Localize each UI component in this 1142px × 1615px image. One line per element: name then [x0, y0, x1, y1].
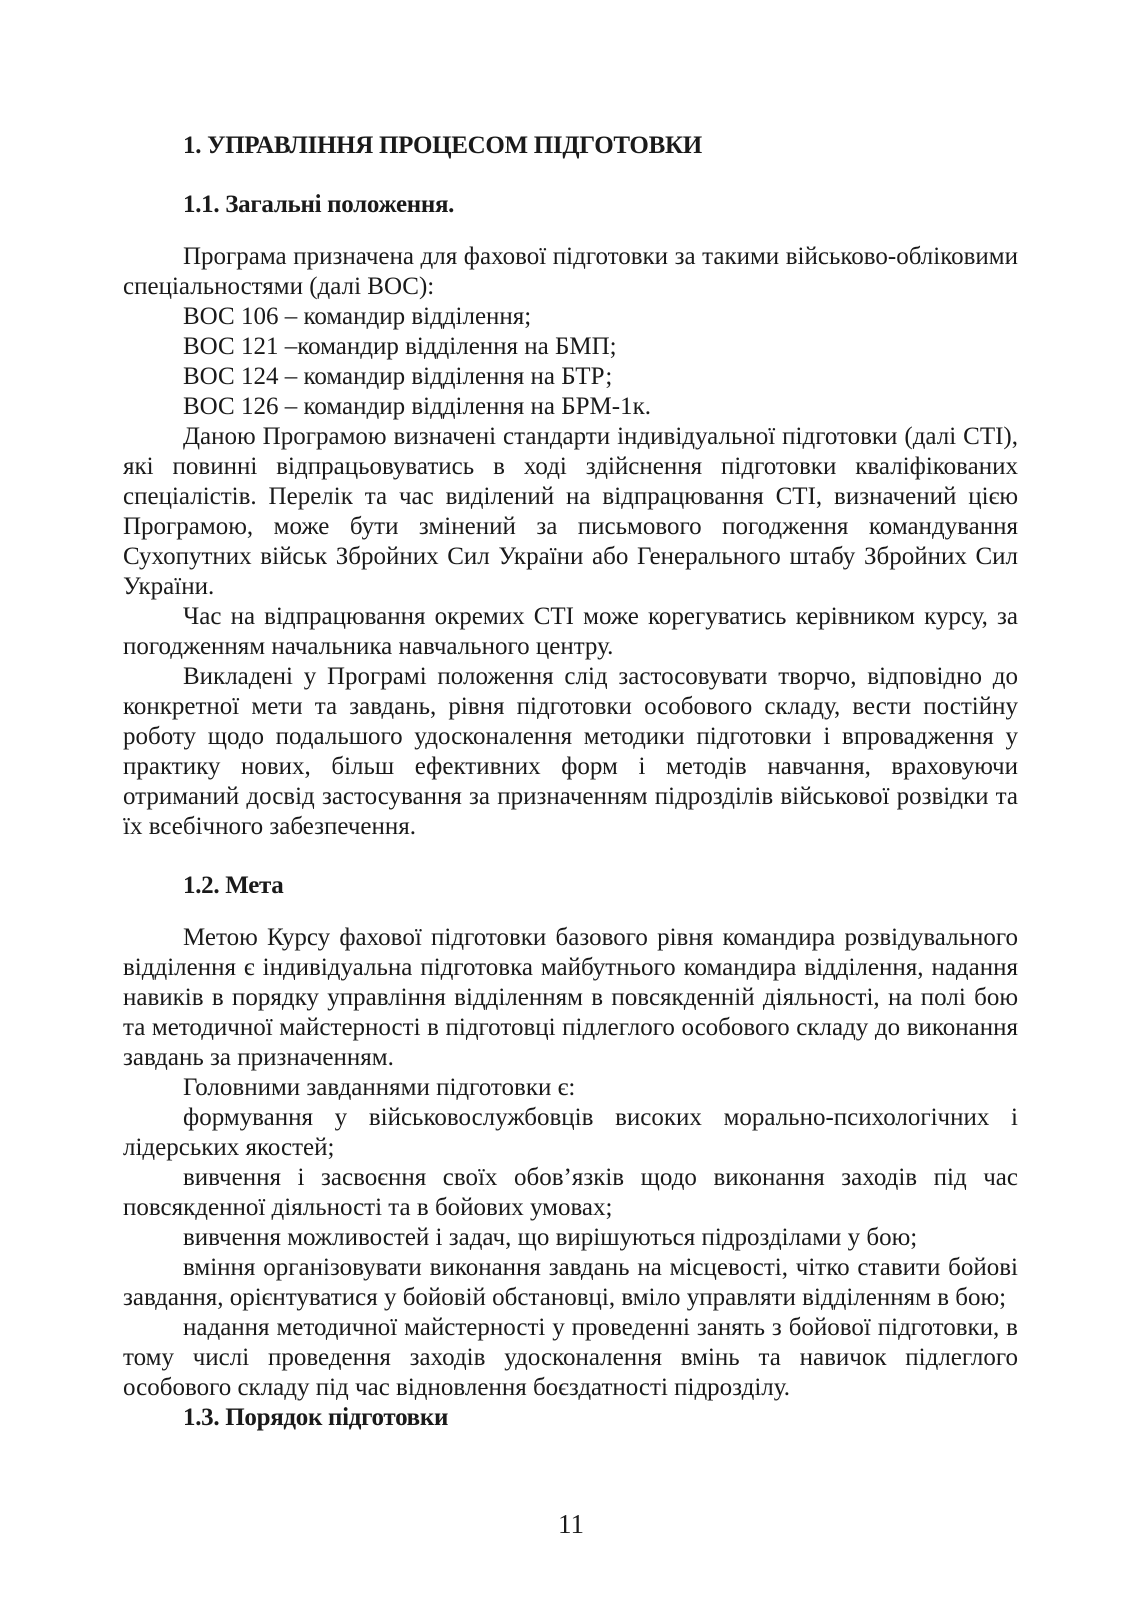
list-item-vos-106: ВОС 106 – командир відділення;	[183, 303, 532, 330]
section-general-provisions	[123, 190, 1018, 842]
paragraph: Метою Курсу фахової підготовки базового рівня командира розвідувального відділення є індивідуальна підготовка майбутнього командира відділення, надання навиків в порядку управління відділенням в повсякденній діяльності, на полі бою та методичної майстерності в підготовці підлеглого особового складу до виконання завдань за призначенням.	[123, 924, 1018, 1071]
page-number: 11	[558, 1509, 584, 1539]
list-item-vos-121: ВОС 121 –командир відділення на БМП;	[183, 333, 617, 360]
paragraph: Час на відпрацювання окремих СТІ може корегуватись керівником курсу, за погодженням начальника навчального центру.	[123, 603, 1018, 660]
list-item-task: надання методичної майстерності у проведенні занять з бойової підготовки, в тому числі проведення заходів удосконалення вмінь та навичок підлеглого особового складу під час відновлення боєздатності підрозділу.	[123, 1314, 1018, 1401]
list-item-task: формування у військовослужбовців високих морально-психологічних і лідерських якостей;	[123, 1104, 1018, 1161]
list-item-task: вміння організовувати виконання завдань на місцевості, чітко ставити бойові завдання, орієнтуватися у бойовій обстановці, вміло управляти відділенням в бою;	[123, 1254, 1018, 1311]
section-heading-1-2: 1.2. Мета	[183, 872, 284, 899]
paragraph: Головними завданнями підготовки є:	[183, 1074, 576, 1101]
paragraph: Даною Програмою визначені стандарти індивідуальної підготовки (далі СТІ), які повинні відпрацьовуватись в ході здійснення підготовки кваліфікованих спеціалістів. Перелік та час виділений на відпрацювання СТІ, визначений цією Програмою, може бути змінений за письмового погодження командування Сухопутних військ Збройних Сил України або Генерального штабу Збройних Сил України.	[123, 423, 1018, 600]
section-heading-1-3: 1.3. Порядок підготовки	[183, 1404, 449, 1431]
paragraph: Викладені у Програмі положення слід застосовувати творчо, відповідно до конкретної мети та завдань, рівня підготовки особового складу, вести постійну роботу щодо подальшого удосконалення методики підготовки і впровадження у практику нових, більш ефективних форм і методів навчання, враховуючи отриманий досвід застосування за призначенням підрозділів військової розвідки та їх всебічного забезпечення.	[123, 663, 1018, 840]
section-training-order	[123, 1403, 1018, 1433]
section-goal	[123, 871, 1018, 1403]
list-item-vos-124: ВОС 124 – командир відділення на БТР;	[183, 363, 613, 390]
document-content	[123, 131, 1018, 1433]
section-heading-1-1: 1.1. Загальні положення.	[183, 191, 455, 218]
list-item-task: вивчення і засвоєння своїх обов’язків щодо виконання заходів під час повсякденної діяльності та в бойових умовах;	[123, 1164, 1018, 1221]
paragraph: Програма призначена для фахової підготовки за такими військово-обліковими спеціальностями (далі ВОС):	[123, 243, 1018, 300]
list-item-task: вивчення можливостей і задач, що вирішуються підрозділами у бою;	[183, 1224, 918, 1251]
list-item-vos-126: ВОС 126 – командир відділення на БРМ-1к.	[183, 393, 651, 420]
document-title: 1. УПРАВЛІННЯ ПРОЦЕСОМ ПІДГОТОВКИ	[183, 132, 702, 159]
